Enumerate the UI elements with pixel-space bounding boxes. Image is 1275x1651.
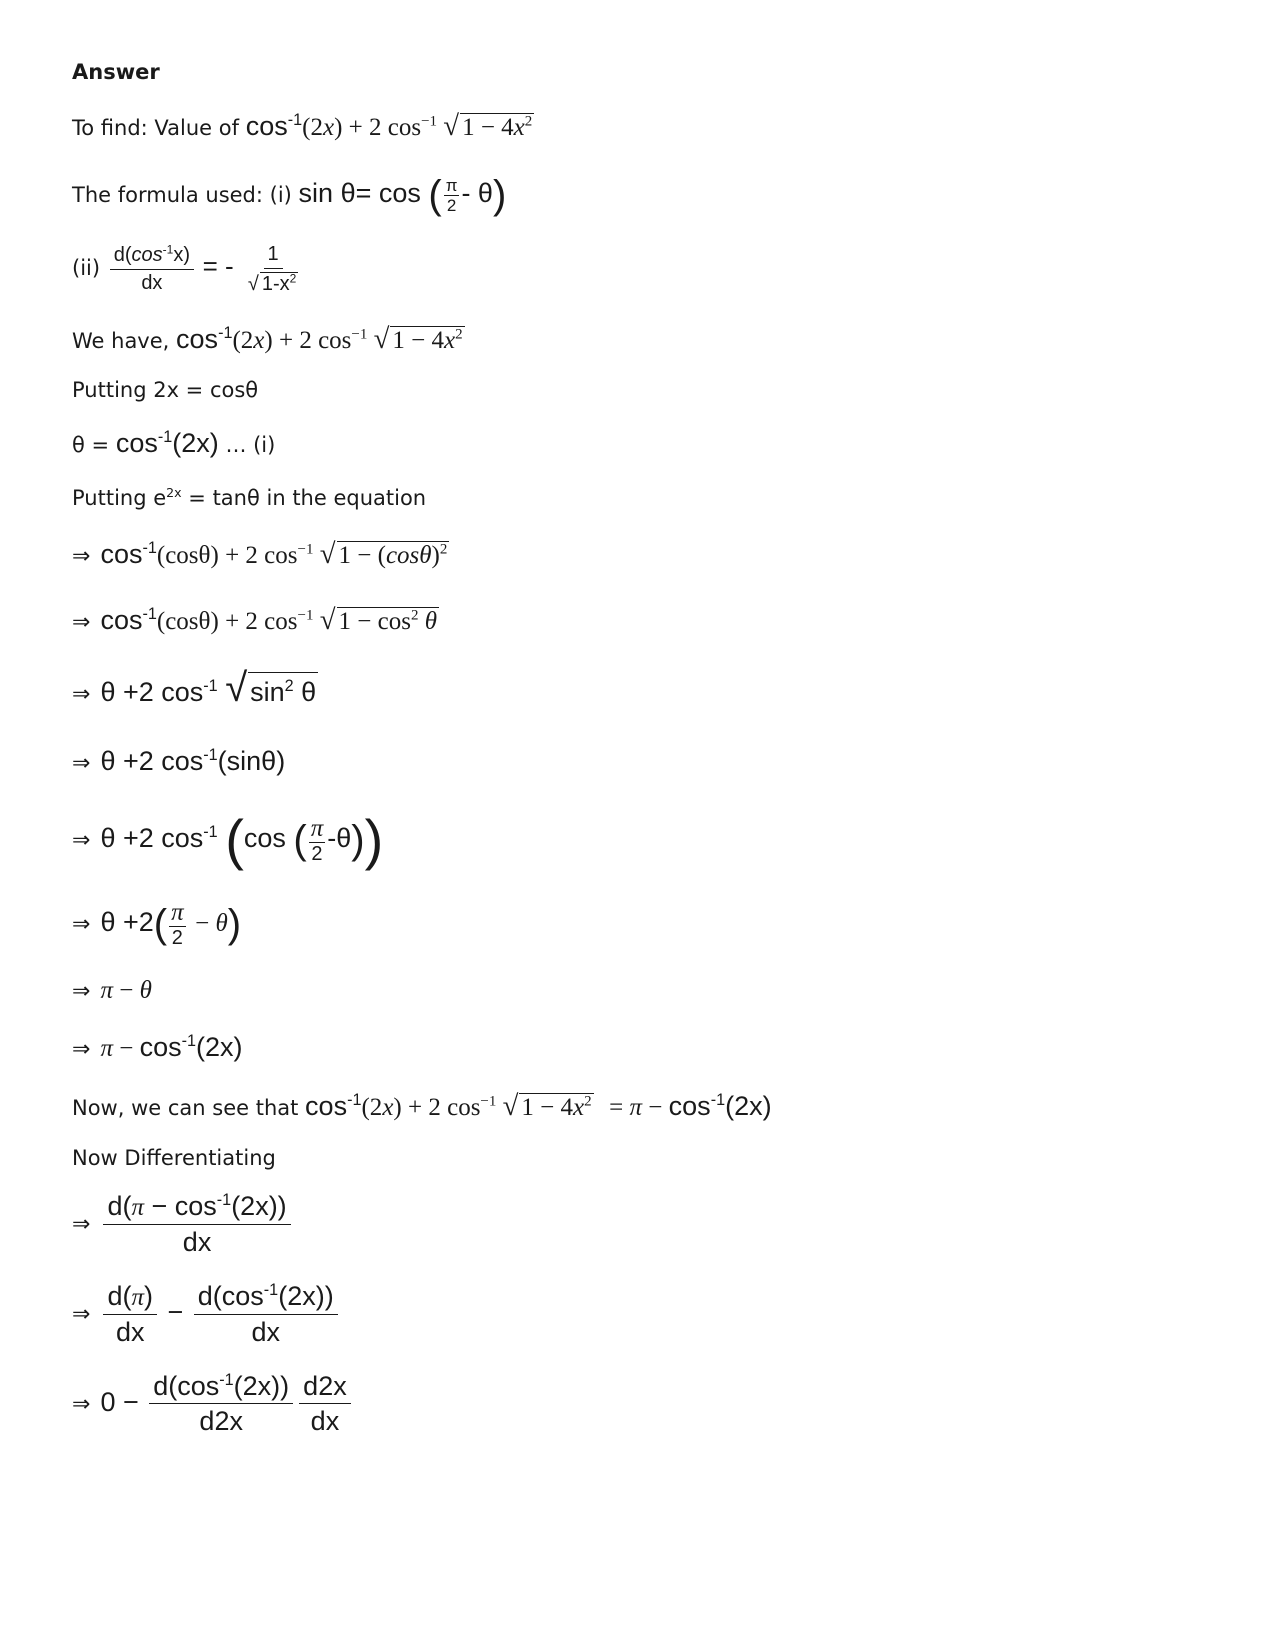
theta-eq-label: θ =	[72, 433, 110, 457]
diff-step-1: ⇒ $\frac{d(\pi - \cos^{-1}(2x))}{dx}$	[72, 1192, 294, 1257]
to-find-expression: $\cos^{-1}(2x) + 2$ $\cos^{-1}$ √ $1 - 4x^2$	[245, 110, 533, 142]
step-2: ⇒ $\cos^{-1}(\cos\theta) + 2$ $\cos^{-1}$ √ $1 - \cos^2 \theta$	[72, 604, 437, 636]
we-have-line	[72, 325, 465, 354]
formula-ii-line	[72, 244, 305, 295]
diff-step-3: ⇒ 0 − $\frac{d(\cos^{-1}(2x))}{d2x}$ $\frac{d2x}{dx}$	[72, 1372, 354, 1436]
theta-eq-line	[72, 430, 275, 457]
putting-e2x-text-end: = tanθ in the equation	[181, 486, 427, 510]
now-see-label: Now, we can see that	[72, 1096, 299, 1120]
now-see-expression: $\cos^{-1}(2x) + 2$ $\cos^{-1}$ √ $1 - 4x^2 = \pi - \cos^{-1}(2x)$	[305, 1090, 772, 1122]
putting-e2x-text: Putting e	[72, 486, 167, 510]
formula-i-line	[72, 175, 506, 215]
putting-e2x-sup: 2x	[166, 485, 182, 500]
diff-step-2: ⇒ $\frac{d(\pi)}{dx}$ − $\frac{d(\cos^{-1}(2x))}{dx}$	[72, 1282, 341, 1347]
formula-label: The formula used: (i)	[72, 183, 292, 208]
step-3: ⇒ θ +2 $\cos^{-1}$ √ $\sin^2 \theta$	[72, 666, 317, 710]
step-6: ⇒ θ +2( $\frac{\pi}{2}$ − θ)	[72, 899, 242, 949]
to-find-label: To find: Value of	[72, 116, 239, 140]
step-5: ⇒ θ +2 $\cos^{-1} (\cos$ ( $\frac{\pi}{2}$ -θ))	[72, 808, 384, 871]
formula-i-expression: sin θ= cos ( $\frac{\pi}{2}$ - θ)	[298, 173, 507, 217]
formula-ii-expression: $\frac{d(\cos^{-1}x)}{dx}$ = - $\frac{1}{√ 1-x^2}$	[107, 258, 306, 280]
step-8: ⇒ $\pi - \cos^{-1}(2x)$	[72, 1032, 243, 1062]
theta-eq-expression: $\cos^{-1}(2x)$	[115, 428, 219, 458]
we-have-expression: $\cos^{-1}(2x) + 2$ $\cos^{-1}$ √ $1 - 4x^2$	[176, 323, 463, 355]
step-1: ⇒ $\cos^{-1}(\cos\theta) + 2$ $\cos^{-1}$ √ $1 - (\cos\theta)^2$	[72, 538, 448, 570]
to-find-line	[72, 112, 534, 141]
step-4: ⇒ θ +2 $\cos^{-1}(\sin\theta)$	[72, 746, 286, 776]
we-have-label: We have,	[72, 329, 170, 353]
now-diff-line: Now Differentiating	[72, 1146, 276, 1170]
answer-heading: Answer	[72, 60, 160, 84]
now-see-line	[72, 1092, 772, 1121]
theta-eq-ref: … (i)	[225, 433, 276, 457]
step-7: ⇒ π − θ	[72, 977, 152, 1004]
putting-2x-line: Putting 2x = cosθ	[72, 378, 259, 402]
formula-ii-label: (ii)	[72, 255, 101, 280]
putting-e2x-line	[72, 485, 427, 510]
